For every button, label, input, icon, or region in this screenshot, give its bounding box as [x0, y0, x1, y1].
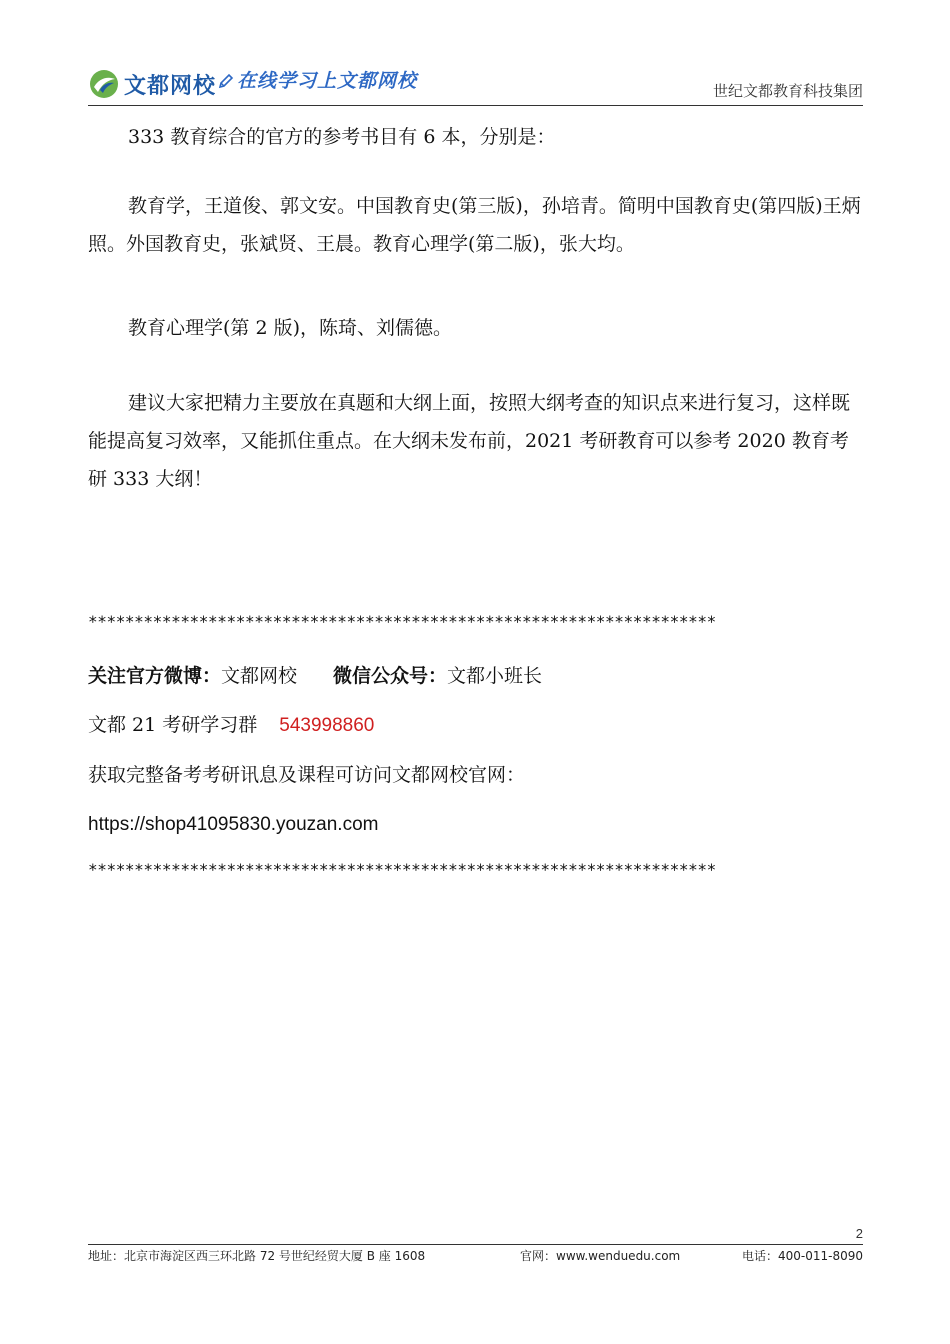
footer-website[interactable]: 官网：www.wenduedu.com	[520, 1249, 681, 1263]
wechat-value: 文都小班长	[447, 665, 543, 687]
paragraph-study-advice: 建议大家把精力主要放在真题和大纲上面，按照大纲考查的知识点来进行复习，这样既能提高复习效率，又能抓住重点。在大纲未发布前，2021 考研教育可以参考 2020 教育考研 333 大纲！	[88, 392, 851, 490]
star-divider-bottom: ********************************************************************	[88, 860, 716, 879]
weibo-value: 文都网校	[221, 665, 298, 687]
study-group-line	[88, 710, 863, 741]
footer-address: 地址：北京市海淀区西三环北路 72 号世纪经贸大厦 B 座 1608	[88, 1249, 426, 1263]
page-footer	[88, 1247, 863, 1265]
study-group-number: 543998860	[279, 715, 375, 736]
weibo-label: 关注官方微博：	[88, 665, 222, 687]
pen-icon	[218, 73, 234, 89]
paragraph-reference-count: 333 教育综合的官方的参考书目有 6 本，分别是：	[128, 126, 556, 148]
wechat-label: 微信公众号：	[333, 665, 448, 687]
wendu-logo-icon	[88, 68, 120, 100]
star-divider-top: ********************************************************************	[88, 612, 716, 631]
slogan-text: 在线学习上文都网校	[237, 70, 418, 92]
footer-phone: 电话：400-011-8090	[741, 1249, 863, 1263]
group-name: 世纪文都教育科技集团	[712, 82, 863, 100]
visit-site-line: 获取完整备考考研讯息及课程可访问文都网校官网：	[88, 764, 526, 786]
shop-url-link[interactable]: https://shop41095830.youzan.com	[88, 814, 379, 835]
social-accounts-line	[88, 661, 863, 691]
study-group-text: 文都 21 考研学习群	[88, 714, 258, 736]
header-divider	[88, 105, 863, 106]
logo-text: 文都网校	[124, 73, 217, 99]
paragraph-psychology-book: 教育心理学(第 2 版)，陈琦、刘儒德。	[128, 317, 452, 339]
footer-divider	[88, 1244, 863, 1245]
paragraph-book-list: 教育学，王道俊、郭文安。中国教育史(第三版)，孙培青。简明中国教育史(第四版)王炳照。外国教育史，张斌贤、王晨。教育心理学(第二版)，张大均。	[88, 195, 861, 255]
page-header	[88, 58, 863, 106]
page-number: 2	[855, 1226, 863, 1241]
slogan	[218, 66, 417, 93]
wendu-logo	[88, 64, 216, 104]
